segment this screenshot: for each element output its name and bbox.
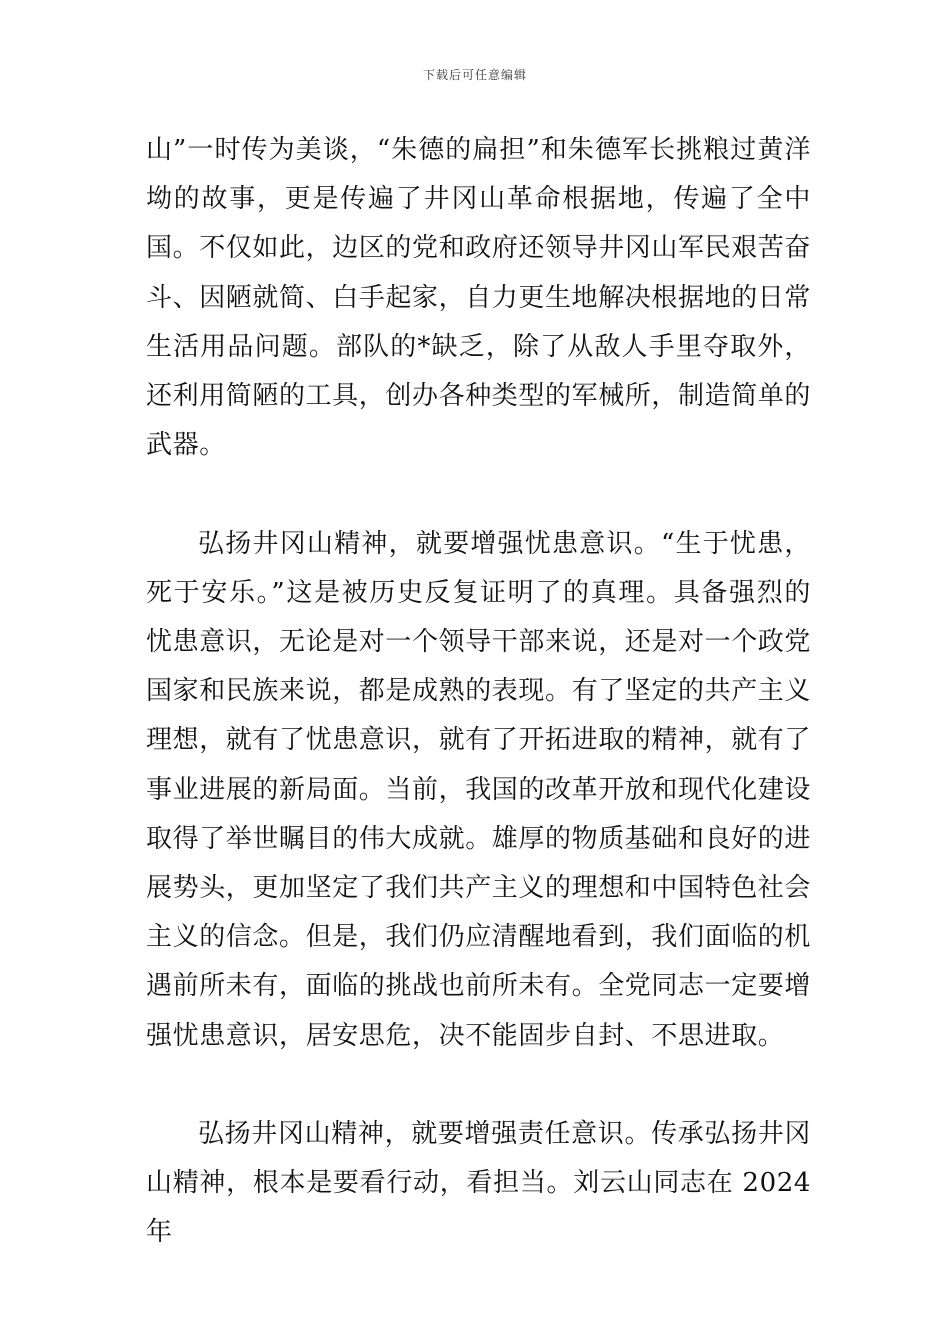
paragraph-spacer — [146, 470, 811, 519]
document-body — [146, 126, 811, 1258]
paragraph-spacer — [146, 1061, 811, 1110]
paragraph-worry-awareness: 弘扬井冈山精神，就要增强忧患意识。“生于忧患，死于安乐。”这是被历史反复证明了的真理。具备强烈的忧患意识，无论是对一个领导干部来说，还是对一个政党国家和民族来说，都是成熟的表现。有了坚定的共产主义理想，就有了忧患意识，就有了开拓进取的精神，就有了事业进展的新局面。当前，我国的改革开放和现代化建设取得了举世瞩目的伟大成就。雄厚的物质基础和良好的进展势头，更加坚定了我们共产主义的理想和中国特色社会主义的信念。但是，我们仍应清醒地看到，我们面临的机遇前所未有，面临的挑战也前所未有。全党同志一定要增强忧患意识，居安思危，决不能固步自封、不思进取。 — [146, 528, 812, 1051]
page-header: 下载后可任意编辑 — [422, 68, 527, 82]
paragraph-responsibility-awareness: 弘扬井冈山精神，就要增强责任意识。传承弘扬井冈山精神，根本是要看行动，看担当。刘云山同志在 2024 年 — [146, 1119, 811, 1248]
paragraph-continuation: 山”一时传为美谈，“朱德的扁担”和朱德军长挑粮过黄洋坳的故事，更是传遍了井冈山革命根据地，传遍了全中国。不仅如此，边区的党和政府还领导井冈山军民艰苦奋斗、因陋就简、白手起家，自力更生地解决根据地的日常生活用品问题。部队的*缺乏，除了从敌人手里夺取外，还利用简陋的工具，创办各种类型的军械所，制造简单的武器。 — [146, 135, 812, 461]
